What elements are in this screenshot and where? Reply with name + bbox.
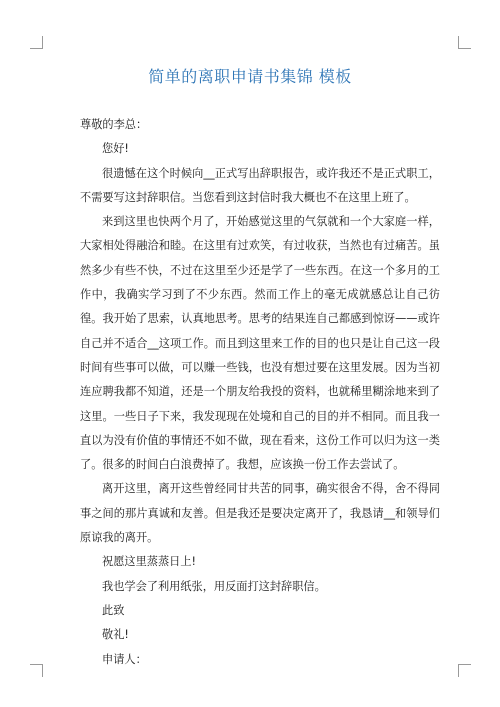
applicant-line: 申请人： bbox=[102, 652, 147, 666]
crop-mark-bottom-right bbox=[458, 664, 471, 677]
paragraph-1: 很遗憾在这个时候向__正式写出辞职报告，或许我还不是正式职工，不需要写这封辞职信。当您看到这封信时我大概也不在这里上班了。 bbox=[80, 166, 440, 204]
closing-line-2: 敬礼! bbox=[102, 628, 129, 642]
paragraph-3: 离开这里，离开这些曾经同甘共苦的同事，确实很舍不得，舍不得同事之间的那片真诚和友善。但是我还是要决定离开了，我恳请__和领导们原谅我的离开。 bbox=[80, 482, 440, 545]
greeting: 尊敬的李总： bbox=[80, 118, 148, 131]
paragraph-2: 来到这里也快两个月了，开始感觉这里的气氛就和一个大家庭一样，大家相处得融洽和睦。在这里有过欢笑，有过收获，当然也有过痛苦。虽然多少有些不快，不过在这里至少还是学了一些东西。在这一个多月的工作中，我确实学习到了不少东西。然而工作上的毫无成就感总让自己彷徨。我开始了思索，认真地思考。思考的结果连自己都感到惊讶——或许自己并不适合__这项工作。而且到这里来工作的目的也只是让自己这一段时间有些事可以做，可以赚一些钱，也没有想过要在这里发展。因为当初连应聘我都不知道，还是一个朋友给我投的资料，也就稀里糊涂地来到了这里。一些日子下来，我发现现在处境和自己的目的并不相同。而且我一直以为没有价值的事情还不如不做，现在看来，这份工作可以归为这一类了。很多的时间白白浪费掉了。我想，应该换一份工作去尝试了。 bbox=[80, 215, 440, 472]
wish-line: 祝愿这里蒸蒸日上! bbox=[102, 555, 196, 569]
crop-mark-top-left bbox=[30, 36, 43, 49]
salutation: 您好! bbox=[102, 142, 129, 156]
letter-body bbox=[80, 113, 440, 672]
document-title: 简单的离职申请书集锦 模板 bbox=[148, 67, 352, 86]
note-line: 我也学会了利用纸张，用反面打这封辞职信。 bbox=[102, 579, 326, 593]
crop-mark-bottom-left bbox=[30, 664, 43, 677]
closing-line-1: 此致 bbox=[102, 603, 125, 617]
crop-mark-top-right bbox=[458, 36, 471, 49]
